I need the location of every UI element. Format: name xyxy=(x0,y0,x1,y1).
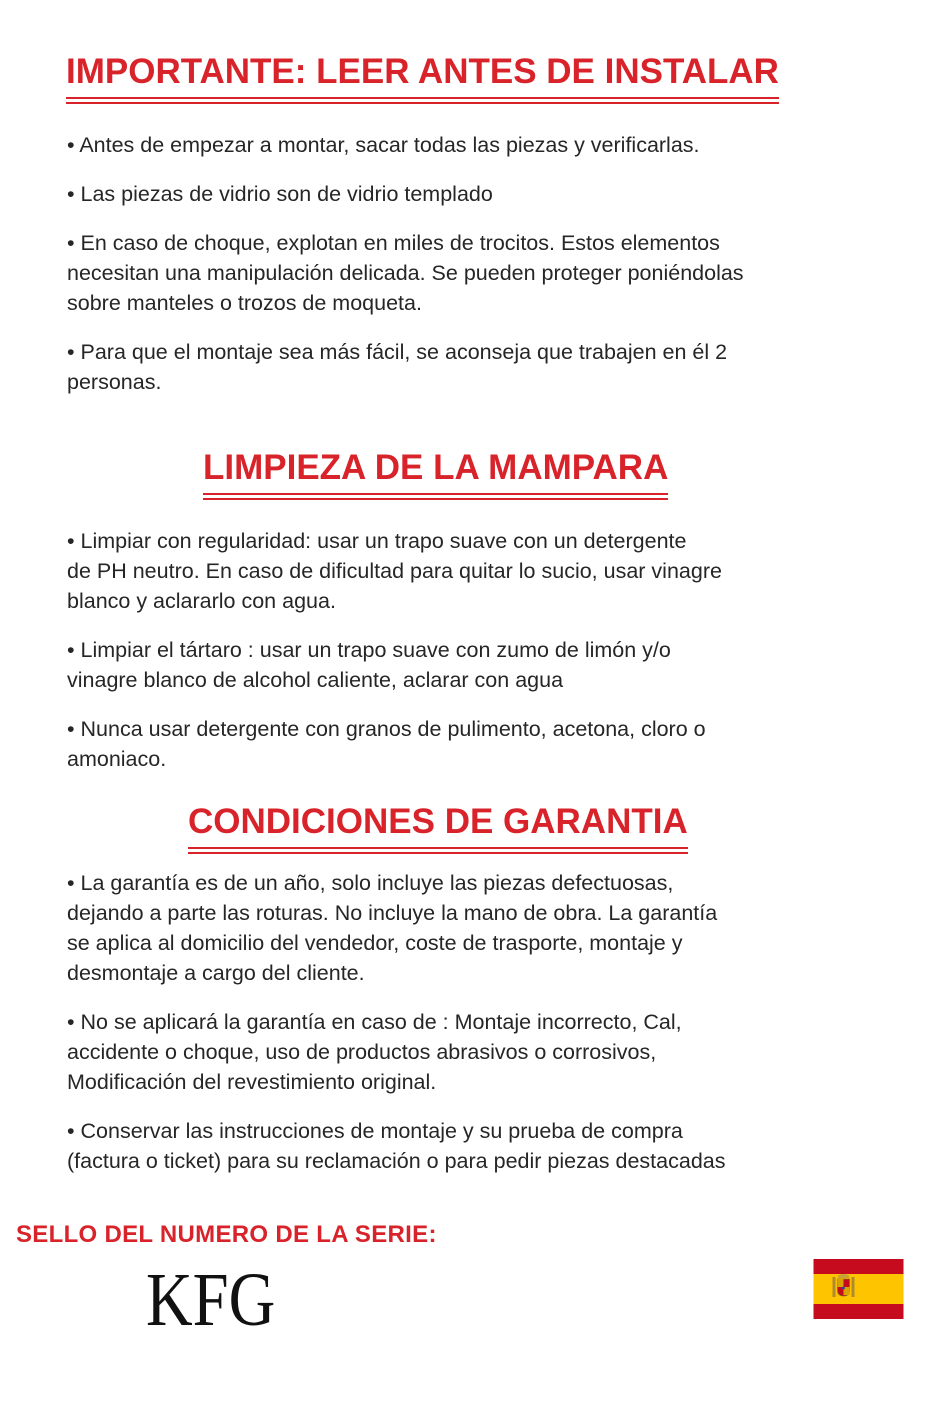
heading-limpieza-text: LIMPIEZA DE LA MAMPARA xyxy=(203,450,668,495)
list-item: • La garantía es de un año, solo incluye las piezas defectuosas, dejando a parte las roturas. No incluye la mano de obra. La garantía se aplica al domicilio del vendedor, coste de trasporte, montaje y desmontaje a cargo del cliente. xyxy=(67,871,718,985)
list-item: • Limpiar el tártaro : usar un trapo suave con zumo de limón y/o vinagre blanco de alcohol caliente, aclarar con agua xyxy=(67,638,671,692)
heading-limpieza xyxy=(203,450,668,495)
flag-yellow-band xyxy=(814,1274,904,1304)
list-item: • Nunca usar detergente con granos de pulimento, acetona, cloro o amoniaco. xyxy=(67,717,706,771)
list-item: • Antes de empezar a montar, sacar todas las piezas y verificarlas. xyxy=(67,133,700,157)
list-item: • No se aplicará la garantía en caso de : Montaje incorrecto, Cal, accidente o choque, uso de productos abrasivos o corrosivos, Modificación del revestimiento original. xyxy=(67,1010,682,1094)
heading-garantia-text: CONDICIONES DE GARANTIA xyxy=(188,804,688,849)
heading-importante-text: IMPORTANTE: LEER ANTES DE INSTALAR xyxy=(66,54,779,99)
list-item: • En caso de choque, explotan en miles de trocitos. Estos elementos necesitan una manipulación delicada. Se pueden proteger poniéndolas sobre manteles o trozos de moqueta. xyxy=(67,231,744,315)
serial-label: SELLO DEL NUMERO DE LA SERIE: xyxy=(16,1221,437,1248)
heading-importante xyxy=(66,54,779,99)
list-item: • Para que el montaje sea más fácil, se aconseja que trabajen en él 2 personas. xyxy=(67,340,728,394)
list-item: • Las piezas de vidrio son de vidrio templado xyxy=(67,182,493,206)
list-item: • Conservar las instrucciones de montaje y su prueba de compra (factura o ticket) para su reclamación o para pedir piezas destacadas xyxy=(67,1119,726,1173)
limpieza-list xyxy=(67,526,867,793)
spain-flag-icon xyxy=(813,1259,904,1319)
heading-garantia xyxy=(188,804,688,849)
serial-stamp: KFG xyxy=(146,1258,276,1342)
garantia-list xyxy=(67,868,867,1195)
list-item: • Limpiar con regularidad: usar un trapo suave con un detergente de PH neutro. En caso de dificultad para quitar lo sucio, usar vinagre blanco y aclararlo con agua. xyxy=(67,529,722,613)
importante-list xyxy=(67,130,867,416)
